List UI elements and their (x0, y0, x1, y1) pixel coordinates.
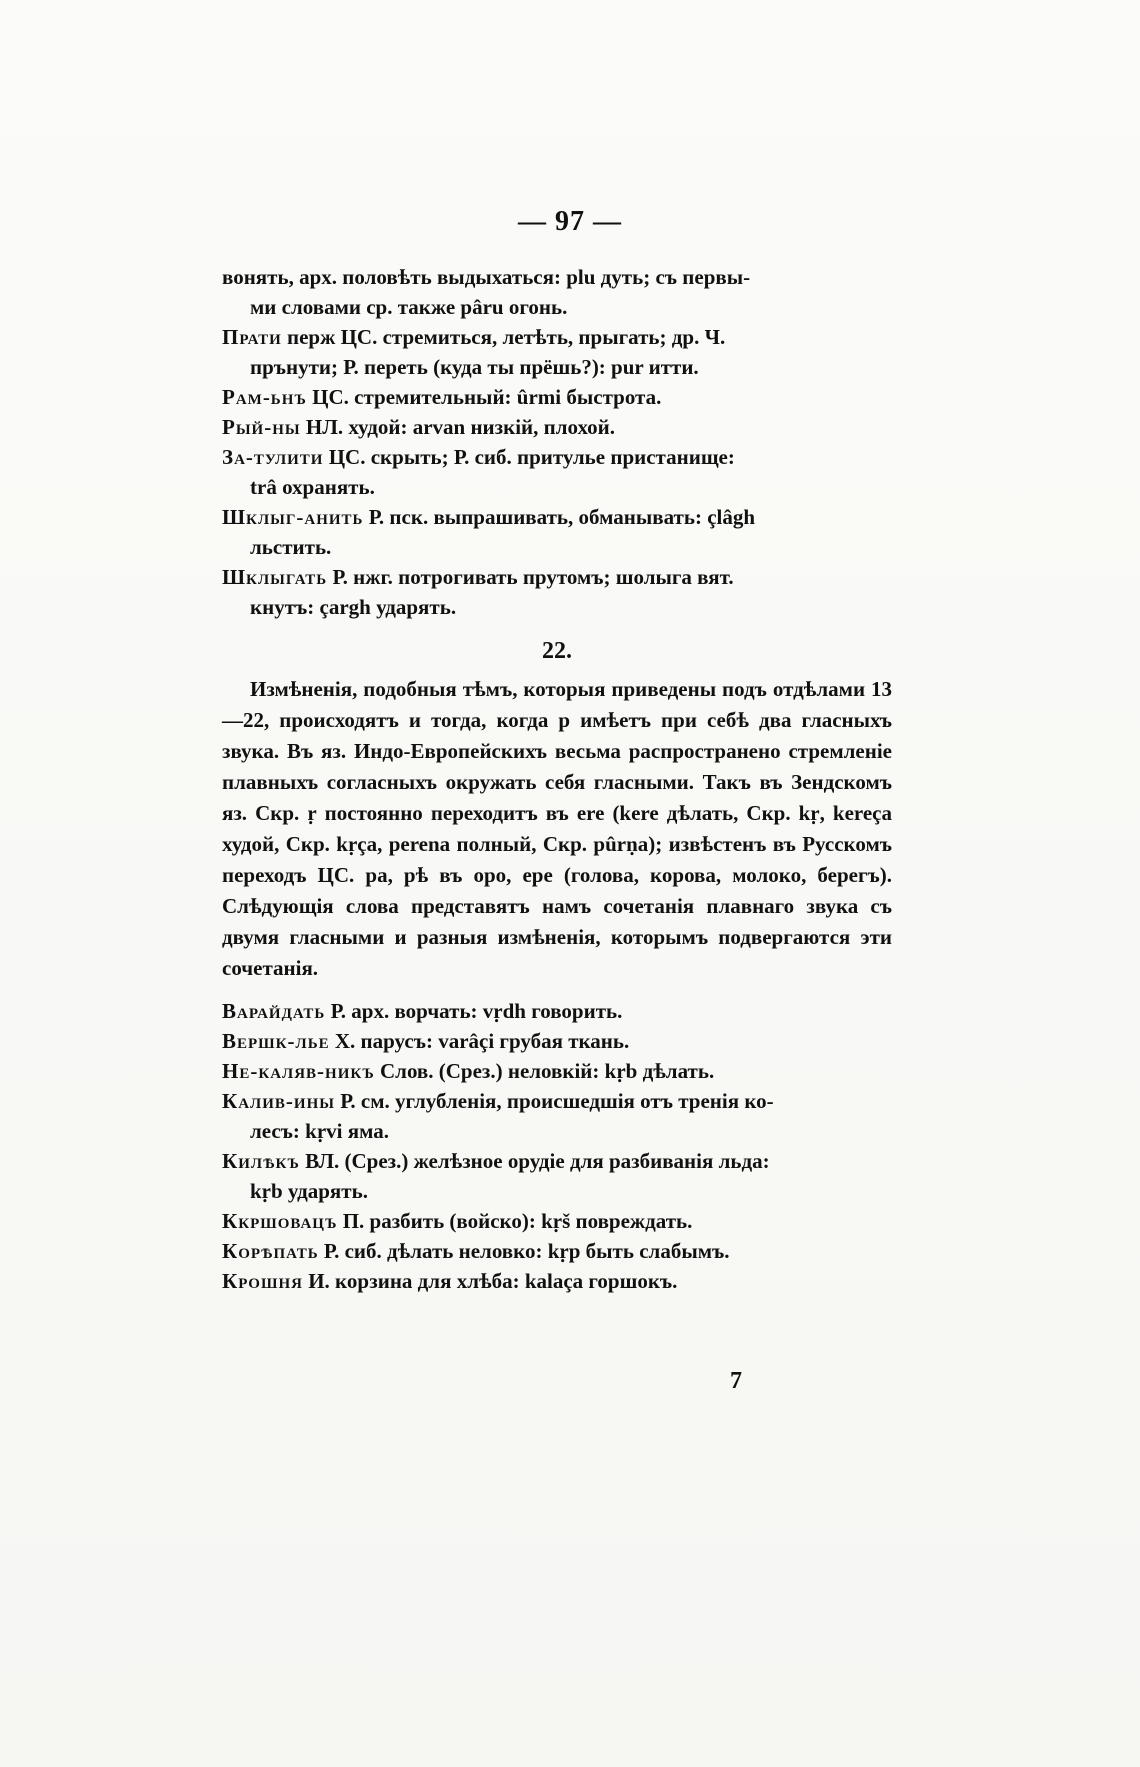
dictionary-entry (222, 412, 892, 442)
entry-headword: Варайдать (222, 999, 326, 1023)
entry-headword: Ккршовацъ (222, 1209, 338, 1233)
section-number: 22. (542, 638, 572, 664)
entry-headword: Вершк-лье (222, 1029, 330, 1053)
entry-headword: Прати (222, 325, 282, 349)
entry-text: Р. нжг. потрогивать прутомъ; шолыга вят. (327, 565, 734, 589)
entry-continuation: лесъ: kṛvi яма. (250, 1119, 390, 1143)
text-line: ми словами ср. также pâru огонь. (250, 295, 568, 319)
dictionary-entry (222, 1146, 892, 1206)
entry-text: ЦС. стремительный: ûrmi быстрота. (306, 385, 662, 409)
entry-text: Р. арх. ворчать: vṛdh говорить. (325, 999, 623, 1023)
entry-text: НЛ. худой: arvan низкій, плохой. (300, 415, 616, 439)
entry-headword: Корѣпать (222, 1239, 319, 1263)
text-line: вонять, арх. половѣть выдыхаться: plu дуть; съ первы- (222, 265, 751, 289)
dictionary-entry (222, 1266, 892, 1296)
entries-group-b (222, 996, 892, 1296)
entry-continuation: прънути; Р. переть (куда ты прёшь?): pur итти. (250, 355, 699, 379)
entry-headword: Рам-ьнъ (222, 385, 307, 409)
entry-text: перж ЦС. стремиться, летѣть, прыгать; др. Ч. (281, 325, 726, 349)
entry-text: Р. пск. выпрашивать, обманывать: çlâgh (363, 505, 756, 529)
page-body (222, 262, 892, 1296)
page-number: — 97 — (518, 206, 622, 237)
signature-mark: 7 (730, 1368, 742, 1394)
entry-text: П. разбить (войско): kṛš повреждать. (337, 1209, 693, 1233)
entry-headword: Калив-ины (222, 1089, 335, 1113)
entry-text: Х. парусъ: varâçi грубая ткань. (329, 1029, 630, 1053)
dictionary-entry (222, 1206, 892, 1236)
dictionary-entry (222, 562, 892, 622)
entry-headword: Килѣкъ (222, 1149, 300, 1173)
entry-continuation: льстить. (250, 535, 332, 559)
entry-headword: Не-каляв-никъ (222, 1059, 375, 1083)
dictionary-entry (222, 1086, 892, 1146)
section-paragraph: Измѣненія, подобныя тѣмъ, которыя приведены подъ отдѣлами 13—22, происходятъ и тогда, когда р имѣетъ при себѣ два гласныхъ звука. Въ яз. Индо-Европейскихъ весьма распространено стремленіе плавныхъ согласныхъ окружать себя гласными. Такъ въ Зендскомъ яз. Скр. ṛ постоянно переходитъ въ ere (kere дѣлать, Скр. kṛ, kereça худой, Скр. kṛça, perena полный, Скр. pûrṇa); извѣстенъ въ Русскомъ переходъ ЦС. ра, рѣ въ оро, ере (голова, корова, молоко, берегъ). Слѣдующія слова представятъ намъ сочетанія плавнаго звука съ двумя гласными и разныя измѣненія, которымъ подвергаются эти сочетанія. (222, 677, 892, 980)
entry-continuation: trâ охранять. (250, 475, 375, 499)
entry-headword: Шклыг-анить (222, 505, 364, 529)
dictionary-entry (222, 1236, 892, 1266)
entry-text: Р. сиб. дѣлать неловко: kṛp быть слабымъ. (318, 1239, 730, 1263)
dictionary-entry (222, 502, 892, 562)
entry-headword: Рый-ны (222, 415, 301, 439)
dictionary-entry (222, 1026, 892, 1056)
dictionary-entry (222, 322, 892, 382)
entry-continuation: kṛb ударять. (250, 1179, 368, 1203)
dictionary-entry (222, 442, 892, 502)
entry-text: И. корзина для хлѣба: kalaça горшокъ. (302, 1269, 678, 1293)
entry-headword: Крошня (222, 1269, 303, 1293)
entries-group-a (222, 322, 892, 622)
entry-text: Р. см. углубленія, происшедшія отъ тренія ко- (334, 1089, 774, 1113)
dictionary-entry (222, 382, 892, 412)
dictionary-entry (222, 996, 892, 1026)
entry-headword: Шклыгать (222, 565, 328, 589)
entry-text: Слов. (Срез.) неловкій: kṛb дѣлать. (374, 1059, 715, 1083)
entry-continuation: кнутъ: çargh ударять. (250, 595, 457, 619)
dictionary-entry (222, 1056, 892, 1086)
entry-headword: За-тулити (222, 445, 324, 469)
entry-text: ЦС. скрыть; Р. сиб. притулье пристанище: (323, 445, 735, 469)
entry-text: ВЛ. (Срез.) желѣзное орудіе для разбиванія льда: (299, 1149, 770, 1173)
